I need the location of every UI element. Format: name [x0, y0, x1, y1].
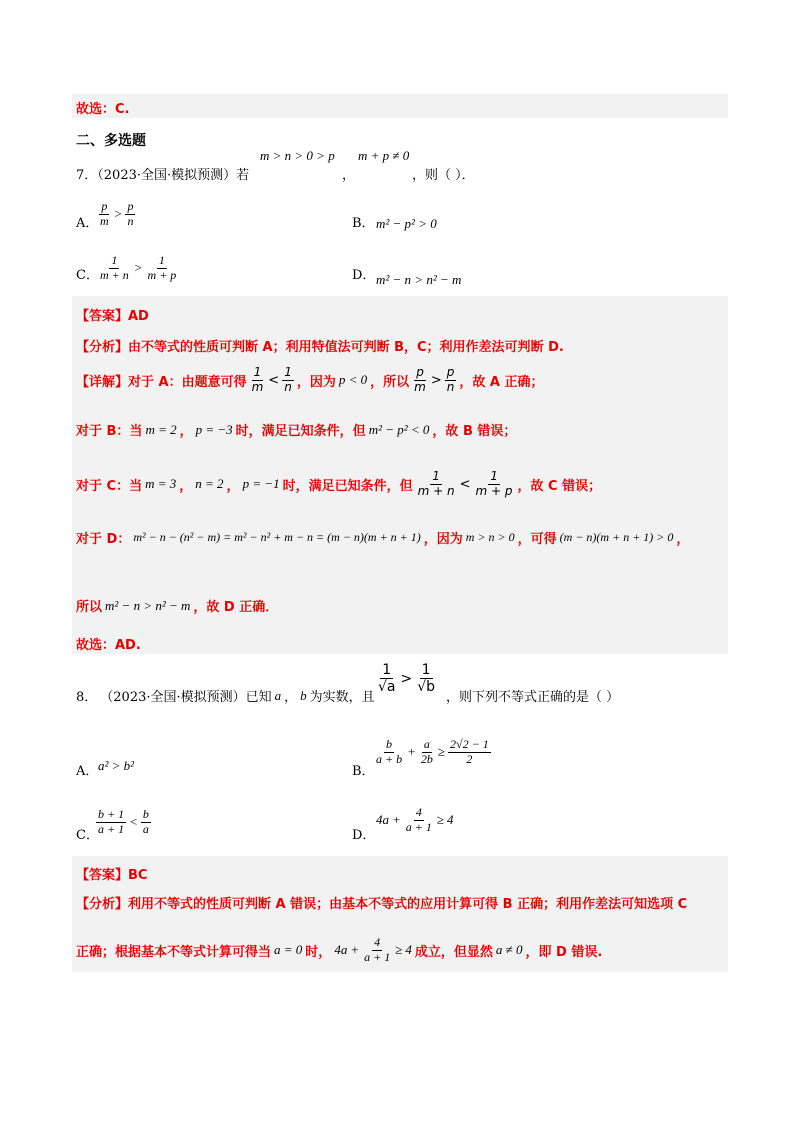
- q7-option-a-label: A．: [76, 216, 99, 231]
- detail-c-sep2: ，: [226, 478, 240, 494]
- q7-detail-d2: [76, 596, 278, 615]
- detail-c-end: ，故 C 错误；: [517, 478, 602, 494]
- detail-a-mid: ，因为: [296, 374, 336, 390]
- frac-num: 2√2 − 1: [450, 737, 489, 751]
- section-heading: 二、多选题: [76, 133, 146, 149]
- frac-den: n: [284, 379, 292, 394]
- frac-den: m + n: [100, 267, 129, 282]
- frac-num: p: [127, 199, 134, 213]
- prev-answer-panel: [72, 94, 728, 118]
- four-a: 4a: [334, 942, 348, 958]
- q8-mid: 为实数，且: [309, 690, 375, 705]
- q7-option-c-expr: [98, 254, 178, 283]
- prev-answer: 故选：C.: [76, 102, 130, 117]
- frac-den: 2b: [420, 751, 433, 766]
- q8-number: 8．: [76, 690, 98, 705]
- q8-option-b-label: B．: [352, 764, 375, 779]
- detail-d2-prefix: 所以: [76, 600, 103, 615]
- detail-d2-end: ，故 D 正确．: [193, 600, 279, 615]
- four-a: 4a: [376, 812, 389, 828]
- detail-c-p: p = −1: [242, 476, 280, 492]
- detail-d-expr: m² − n − (n² − m) = m² − n² + m − n = (m − n)(m + n + 1): [133, 530, 421, 544]
- q8-analysis-2: [76, 936, 602, 965]
- q7-condition-1: m > n > 0 > p: [260, 148, 335, 163]
- detail-b-m: m = 2: [145, 421, 177, 437]
- detail-d-res: (m − n)(m + n + 1) > 0: [559, 530, 674, 544]
- gt-sign: >: [113, 206, 123, 222]
- frac-num: p: [416, 365, 424, 379]
- q7-source: （2023·全国·模拟预测）若: [97, 168, 250, 183]
- frac-num: 1: [284, 365, 292, 379]
- q7-final: 故选：AD.: [76, 638, 141, 653]
- frac-num: b: [142, 807, 149, 821]
- analysis2-cond2: a ≠ 0: [495, 942, 523, 958]
- ge-sign: ≥: [437, 744, 446, 760]
- detail-c-mid: 时，满足已知条件，但: [282, 478, 413, 494]
- ge-sign: ≥: [395, 942, 403, 958]
- frac-num: 1: [490, 469, 498, 483]
- q8-option-b-expr: [374, 738, 491, 767]
- gt-sign: >: [430, 372, 442, 388]
- frac-num: 1: [253, 365, 262, 379]
- lt-sign: <: [129, 814, 138, 830]
- detail-a-prefix: 【详解】对于 A：由题意可得: [76, 374, 247, 390]
- frac-den: a: [142, 821, 149, 836]
- four: 4: [405, 942, 412, 958]
- frac-den: 2: [466, 751, 473, 766]
- q7-number: 7．: [76, 168, 98, 183]
- frac-den: m + p: [475, 483, 513, 498]
- detail-b-sep: ，: [179, 424, 193, 439]
- frac-num: 1: [158, 253, 165, 267]
- plus-sign: +: [407, 744, 416, 760]
- frac-den: a + 1: [98, 821, 125, 836]
- q8-option-a-label: A．: [76, 764, 99, 779]
- detail-d-prefix: 对于 D：: [76, 532, 131, 547]
- frac-den: n: [446, 379, 455, 394]
- frac-den: n: [127, 213, 134, 228]
- lt-sign: <: [268, 372, 280, 388]
- q8-condition: [376, 662, 437, 695]
- frac-den: a + 1: [405, 819, 432, 834]
- detail-b-expr: m² − p² < 0: [368, 421, 430, 437]
- q7-analysis: 【分析】由不等式的性质可判断 A；利用特值法可判断 B，C；利用作差法可判断 D.: [76, 340, 564, 355]
- q7-option-d-label: D．: [352, 268, 376, 283]
- frac-den: √a: [378, 679, 396, 696]
- q8-stem: [76, 686, 375, 705]
- plus-sign: +: [392, 812, 401, 828]
- frac-den: m: [251, 379, 264, 394]
- lt-sign: <: [459, 476, 471, 492]
- frac-den: m + p: [147, 267, 177, 282]
- q8-analysis-1: 【分析】利用不等式的性质可判断 A 错误；由基本不等式的应用计算可得 B 正确；利用作差法可知选项 C: [76, 897, 688, 912]
- detail-d-mid: ，因为: [423, 532, 463, 547]
- frac-num: b + 1: [98, 807, 125, 821]
- q8-var-b: b: [300, 687, 307, 703]
- q8-option-c-expr: [96, 808, 151, 837]
- frac-den: a + 1: [364, 949, 391, 964]
- detail-c-n: n = 2: [195, 476, 224, 492]
- frac-num: a: [423, 737, 430, 751]
- detail-b-mid: 时，满足已知条件，但: [235, 424, 366, 439]
- q7-separator: ，: [342, 168, 356, 183]
- q7-detail-a: [76, 366, 544, 395]
- detail-a-mid2: ，所以: [370, 374, 410, 390]
- q8-comma: ，: [284, 690, 298, 705]
- frac-den: m: [100, 213, 109, 228]
- q7-condition-2: m + p ≠ 0: [358, 148, 410, 163]
- q8-option-d-expr: [376, 806, 454, 835]
- q7-detail-b: [76, 420, 516, 439]
- q7-stem: [76, 164, 249, 183]
- q7-option-a-expr: [98, 200, 135, 229]
- q7-option-b-expr: m² − p² > 0: [376, 216, 437, 231]
- q8-ask: ，则下列不等式正确的是（ ）: [446, 690, 620, 705]
- detail-b-prefix: 对于 B：当: [76, 424, 143, 439]
- detail-d2-expr: m² − n > n² − m: [105, 597, 191, 613]
- frac-num: b: [386, 737, 393, 751]
- plus-sign: +: [350, 942, 360, 958]
- q8-option-d-label: D．: [352, 828, 376, 843]
- analysis2-prefix: 正确；根据基本不等式计算可得当: [76, 944, 272, 960]
- analysis2-mid: 时，: [305, 944, 332, 960]
- detail-c-prefix: 对于 C：当: [76, 478, 143, 494]
- q8-source: （2023·全国·模拟预测）已知: [100, 690, 272, 705]
- frac-den: √b: [417, 679, 436, 696]
- detail-c-m: m = 3: [145, 476, 177, 492]
- ge-sign: ≥: [436, 812, 445, 828]
- detail-b-p: p = −3: [195, 421, 233, 437]
- q7-detail-d: [76, 528, 689, 547]
- detail-a-cond: p < 0: [338, 372, 368, 388]
- gt-sign: >: [400, 670, 413, 687]
- detail-c-sep1: ，: [179, 478, 193, 494]
- q7-option-d-expr: m² − n > n² − m: [376, 272, 462, 287]
- gt-sign: >: [133, 260, 143, 276]
- four: 4: [447, 812, 454, 828]
- detail-d-mid2: ，可得: [517, 532, 557, 547]
- frac-num: 4: [415, 805, 422, 819]
- detail-b-end: ，故 B 错误；: [432, 424, 517, 439]
- q7-option-c-label: C．: [76, 268, 99, 283]
- q7-option-b-label: B．: [352, 216, 375, 231]
- analysis2-end: ，即 D 错误.: [525, 944, 603, 960]
- analysis2-mid2: 成立，但显然: [414, 944, 493, 960]
- frac-num: p: [101, 199, 108, 213]
- frac-num: 4: [374, 935, 381, 949]
- frac-den: m + n: [417, 483, 455, 498]
- q7-answer: 【答案】AD: [76, 309, 149, 324]
- frac-den: m: [414, 379, 426, 394]
- frac-num: 1: [111, 253, 118, 267]
- frac-num: p: [446, 365, 455, 379]
- frac-num: 1: [432, 469, 440, 483]
- analysis2-expr: [334, 936, 412, 965]
- q8-var-a: a: [274, 687, 282, 703]
- frac-num: 1: [382, 662, 392, 678]
- q8-option-c-label: C．: [76, 828, 99, 843]
- analysis2-cond: a = 0: [274, 942, 303, 958]
- detail-a-end: ，故 A 正确；: [459, 374, 544, 390]
- frac-den: a + b: [376, 751, 403, 766]
- q7-ask: ，则（ ）．: [412, 168, 475, 183]
- q8-option-a-expr: a² > b²: [98, 758, 135, 773]
- frac-num: 1: [421, 662, 431, 678]
- q7-detail-c: [76, 470, 601, 499]
- q8-answer: 【答案】BC: [76, 868, 148, 883]
- detail-d-cond: m > n > 0: [465, 530, 515, 544]
- detail-d-end: ，: [676, 532, 690, 547]
